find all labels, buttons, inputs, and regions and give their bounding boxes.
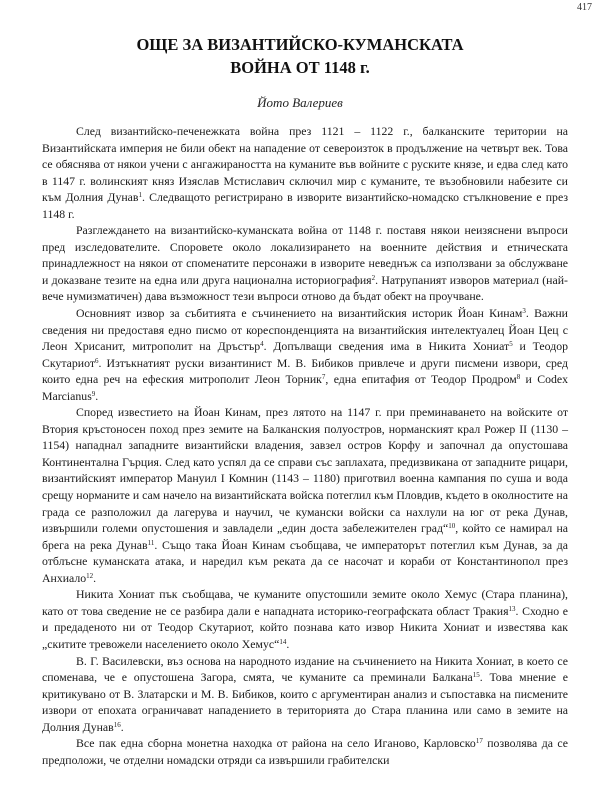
paragraph-text: . Също така Йоан Кинам съобщава, че императорът потеглил към Дунав, за да отблъсне куманската атака, и наредил към реката да се насочат и кораби от Константинопол през Анхиало xyxy=(42,537,568,585)
footnote-reference: 6 xyxy=(94,356,99,365)
body-paragraph xyxy=(42,653,568,736)
paragraph-text: Разглеждането на византийско-куманската война от 1148 г. поставя някои неизяснени въпроси пред изследователите. Споровете около локализирането на военните действия и етническата принадлежност на някои от споменатите персонажи в изворите неведнъж са използвани за обслужване и доказване тезите на една или друга национална историография xyxy=(42,223,568,287)
paragraph-text: , който се намирал на брега на река Дунав xyxy=(42,521,569,552)
paragraph-text: и Codex Marcianus xyxy=(42,372,568,403)
footnote-reference: 10 xyxy=(448,522,456,531)
paragraph-text: и Теодор Скутариот xyxy=(42,339,568,370)
footnote-reference: 15 xyxy=(472,671,480,680)
paragraph-text: . Следващото регистрирано в изворите византийско-номадско стълкновение е през 1148 г. xyxy=(42,190,568,221)
paragraph-text: . Важни сведения ни предоставя едно писмо от кореспонденцията на византийския интелектуалец Йоан Цец с Леон Хрисанит, митрополит на Дръстър xyxy=(42,306,568,354)
footnote-reference: 17 xyxy=(475,737,483,746)
paragraph-text: , една епитафия от Теодор Продром xyxy=(325,372,517,387)
footnote-reference: 3 xyxy=(522,307,526,316)
paragraph-text: позволява да се предположи, че отделни номадски отряди са извършили грабителски xyxy=(42,736,568,767)
paragraph-text: В. Г. Василевски, въз основа на народното издание на съчинението на Никита Хониат, в което се споменава, че е опустошена Загора, смята, че куманите са преминали Балкана xyxy=(42,653,568,685)
footnote-reference: 2 xyxy=(371,273,376,282)
paragraph-text: . Натрупаният изворов материал (най-вече нумизматичен) дава възможност тези въпроси отново да бъдат обект на проучване. xyxy=(42,272,568,304)
article-body xyxy=(42,123,568,768)
paragraph-text: . xyxy=(95,388,99,403)
footnote-reference: 14 xyxy=(279,637,287,646)
paragraph-text: Според известието на Йоан Кинам, през лятото на 1147 г. при преминаването на войските от Втория кръстоносен поход през земите на Балканския полуостров, норманският крал Рожер II (1130 – 1154) нападнал западните византийски владения, завзел остров Корфу и започнал да опустошава Континентална Гърция. След като успял да се справи със заплахата, предизвикана от западните рицари, византийският император Мануил I Комнин (1143 – 1180) приготвил военна кампания по суша и вода срещу норманите и сам начело на византийската войска потеглил към Пловдив, където в околностите на града се разположил да лагерува и научил, че кумански войски са нахлули на юг от река Дунав, извършили големи опустошения и завладели „един доста забележителен град“ xyxy=(42,405,568,536)
body-paragraph xyxy=(42,586,568,652)
footnote-reference: 11 xyxy=(147,538,155,547)
author-name: Йото Валериев xyxy=(257,95,343,110)
footnote-reference: 4 xyxy=(260,340,264,349)
body-paragraph xyxy=(42,123,568,222)
paragraph-text: След византийско-печенежката война през 1121 – 1122 г., балканските територии на Византийската империя не били обект на нападение от североизток в продължение на четвърт век. Това се обяснява от някои учени с ангажираността на куманите във войните с руските князе, и едва след като в 1147 г. волинският княз Изяслав Мстиславич сключил мир с куманите, те възобновили набезите си към Долния Дунав xyxy=(42,124,568,205)
article-title xyxy=(0,33,600,79)
page-number: 417 xyxy=(577,2,592,13)
footnote-reference: 1 xyxy=(138,191,142,200)
footnote-reference: 7 xyxy=(321,373,326,382)
footnote-reference: 9 xyxy=(91,389,96,398)
body-paragraph xyxy=(42,735,568,768)
footnote-reference: 8 xyxy=(516,373,521,382)
body-paragraph xyxy=(42,404,568,586)
paragraph-text: . xyxy=(120,719,124,734)
paragraph-text: . xyxy=(286,636,290,651)
footnote-reference: 5 xyxy=(509,340,513,349)
article-title-line-2: ВОЙНА ОТ 1148 г. xyxy=(230,58,370,77)
paragraph-text: Основният извор за събитията е съчинението на византийския историк Йоан Кинам xyxy=(76,306,523,321)
paragraph-text: . Изтъкнатият руски византинист М. В. Бибиков привлече и други писмени извори, сред които една реч на ефеския митрополит Леон Торник xyxy=(42,355,568,387)
footnote-reference: 13 xyxy=(508,604,516,613)
footnote-reference: 12 xyxy=(86,571,94,580)
paragraph-text: Все пак една сборна монетна находка от района на село Иганово, Карловско xyxy=(76,736,476,751)
body-paragraph xyxy=(42,305,568,404)
footnote-reference: 16 xyxy=(113,720,121,729)
paragraph-text: . xyxy=(93,570,97,585)
body-paragraph xyxy=(42,222,568,305)
paragraph-text: . Сходно е и предаденото ни от Теодор Скутариот, който познава като извор Никита Хониат и известява как „скитите тревожели населението около Хемус“ xyxy=(42,603,568,651)
paragraph-text: Никита Хониат пък съобщава, че куманите опустошили земите около Хемус (Стара планина), като от това сведение не се разбира дали е нападната историко-географската област Тракия xyxy=(42,587,568,618)
article-title-line-1: ОЩЕ ЗА ВИЗАНТИЙСКО-КУМАНСКАТА xyxy=(136,35,464,54)
paragraph-text: . Допълващи сведения има в Никита Хониат xyxy=(263,339,510,354)
paragraph-text: . Това мнение е критикувано от В. Златарски и М. В. Бибиков, които с аргументиран анализ и съпоставка на писмените извори от епохата ограничават нападението в територията до Стара планина или само в земите на Долния Дунав xyxy=(42,670,568,734)
